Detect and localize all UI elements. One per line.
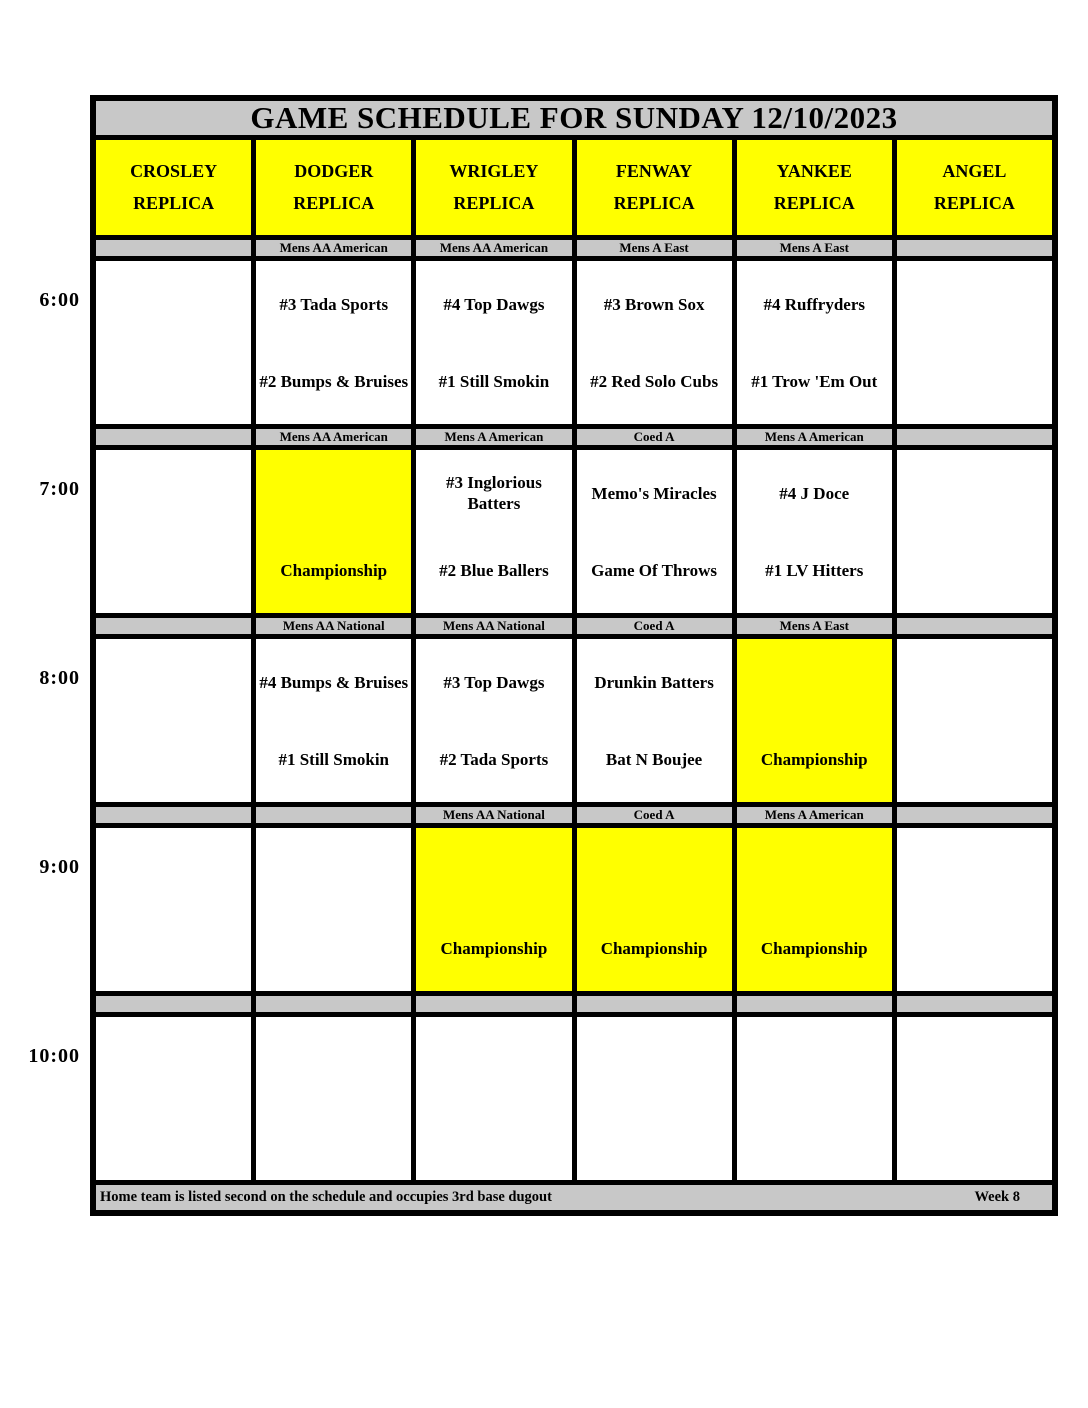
away-team <box>900 645 1049 721</box>
game-cell-700-fenway <box>577 450 732 613</box>
time-label-7: 7:00 <box>39 478 80 500</box>
venue-kind: REPLICA <box>613 193 695 213</box>
away-team: Memo's Miracles <box>591 483 717 503</box>
home-team: #1 Still Smokin <box>278 749 390 769</box>
league-band-cell <box>96 240 251 256</box>
home-team <box>99 534 248 608</box>
home-team <box>900 1101 1049 1175</box>
away-team: #3 Brown Sox <box>603 294 705 314</box>
venue-name: DODGER <box>294 161 374 181</box>
venue-kind: REPLICA <box>773 193 855 213</box>
away-team: #3 Tada Sports <box>279 294 389 314</box>
championship-label: Championship <box>440 938 548 958</box>
home-team: #1 Trow 'Em Out <box>751 371 878 391</box>
venue-kind: REPLICA <box>133 193 215 213</box>
away-team <box>259 834 408 910</box>
time-label-6: 6:00 <box>39 289 80 311</box>
league-band-cell <box>96 429 251 445</box>
home-team <box>419 1101 568 1175</box>
league-band-cell <box>897 996 1052 1012</box>
venue-header-dodger <box>256 140 411 235</box>
venue-name: FENWAY <box>615 161 693 181</box>
game-cell-1000-crosley <box>96 1017 251 1180</box>
away-team <box>740 1023 889 1099</box>
game-cell-1000-wrigley <box>416 1017 571 1180</box>
game-cell-800-dodger <box>256 639 411 802</box>
venue-header-fenway <box>577 140 732 235</box>
home-team <box>259 1101 408 1175</box>
league-band-cell: Mens A East <box>737 240 892 256</box>
away-team <box>99 267 248 343</box>
league-band-cell: Mens A East <box>577 240 732 256</box>
home-team: Bat N Boujee <box>605 749 703 769</box>
away-team: #4 J Doce <box>779 483 850 503</box>
home-team: #1 Still Smokin <box>438 371 550 391</box>
footer-bar <box>96 1185 1052 1210</box>
venue-header-yankee <box>737 140 892 235</box>
game-cell-900-dodger <box>256 828 411 991</box>
game-cell-600-yankee <box>737 261 892 424</box>
venue-kind: REPLICA <box>293 193 375 213</box>
time-label-10: 10:00 <box>28 1045 80 1067</box>
footer-note: Home team is listed second on the schedule and occupies 3rd base dugout <box>100 1189 552 1205</box>
championship-cell-800-yankee <box>737 639 892 802</box>
home-team: #2 Red Solo Cubs <box>590 371 719 391</box>
league-band-cell: Mens A American <box>416 429 571 445</box>
league-band-cell: Mens AA National <box>416 807 571 823</box>
championship-label: Championship <box>760 749 868 769</box>
time-label-9: 9:00 <box>39 856 80 878</box>
home-team <box>99 723 248 797</box>
home-team: #2 Blue Ballers <box>439 560 549 580</box>
away-team <box>580 834 729 910</box>
league-band-cell: Mens AA American <box>256 429 411 445</box>
home-team: #1 LV Hitters <box>765 560 864 580</box>
home-team <box>900 345 1049 419</box>
league-band-cell <box>897 240 1052 256</box>
home-team <box>740 1101 889 1175</box>
league-band-cell <box>256 996 411 1012</box>
championship-cell-900-yankee <box>737 828 892 991</box>
venue-header-crosley <box>96 140 251 235</box>
game-cell-700-angel <box>897 450 1052 613</box>
championship-cell-700-dodger <box>256 450 411 613</box>
game-cell-600-angel <box>897 261 1052 424</box>
venue-name: ANGEL <box>942 161 1007 181</box>
home-team: #2 Tada Sports <box>439 749 549 769</box>
game-cell-900-crosley <box>96 828 251 991</box>
home-team <box>900 723 1049 797</box>
home-team: Game Of Throws <box>591 560 718 580</box>
schedule-table <box>90 95 1058 1216</box>
week-label: Week 8 <box>974 1189 1020 1205</box>
game-cell-900-angel <box>897 828 1052 991</box>
home-team <box>99 345 248 419</box>
away-team <box>99 1023 248 1099</box>
championship-cell-900-wrigley <box>416 828 571 991</box>
away-team: #4 Top Dawgs <box>443 294 545 314</box>
home-team <box>580 1101 729 1175</box>
game-cell-1000-dodger <box>256 1017 411 1180</box>
game-cell-600-dodger <box>256 261 411 424</box>
league-band-cell <box>256 807 411 823</box>
league-band-cell: Mens AA National <box>256 618 411 634</box>
away-team: #4 Ruffryders <box>763 294 865 314</box>
venue-header-wrigley <box>416 140 571 235</box>
away-team <box>99 456 248 532</box>
time-label-8: 8:00 <box>39 667 80 689</box>
away-team <box>900 1023 1049 1099</box>
away-team <box>259 1023 408 1099</box>
game-cell-1000-fenway <box>577 1017 732 1180</box>
away-team <box>99 834 248 910</box>
league-band-cell: Coed A <box>577 429 732 445</box>
venue-kind: REPLICA <box>933 193 1015 213</box>
venue-name: YANKEE <box>776 161 852 181</box>
league-band-cell: Mens A East <box>737 618 892 634</box>
game-cell-600-crosley <box>96 261 251 424</box>
home-team <box>99 912 248 986</box>
league-band-cell: Coed A <box>577 807 732 823</box>
league-band-cell <box>897 807 1052 823</box>
league-band-cell <box>737 996 892 1012</box>
league-band-cell <box>577 996 732 1012</box>
schedule-title: GAME SCHEDULE FOR SUNDAY 12/10/2023 <box>96 101 1052 135</box>
championship-label: Championship <box>280 560 388 580</box>
league-band-cell <box>897 618 1052 634</box>
league-band-cell: Coed A <box>577 618 732 634</box>
championship-label: Championship <box>600 938 708 958</box>
away-team <box>740 645 889 721</box>
venue-header-angel <box>897 140 1052 235</box>
championship-label: Championship <box>760 938 868 958</box>
game-cell-800-angel <box>897 639 1052 802</box>
home-team: #2 Bumps & Bruises <box>259 371 409 391</box>
game-cell-700-crosley <box>96 450 251 613</box>
away-team <box>99 645 248 721</box>
league-band-cell <box>897 429 1052 445</box>
league-band-cell <box>96 807 251 823</box>
championship-cell-900-fenway <box>577 828 732 991</box>
away-team <box>419 834 568 910</box>
away-team <box>580 1023 729 1099</box>
game-cell-800-wrigley <box>416 639 571 802</box>
away-team: #3 Top Dawgs <box>443 672 545 692</box>
league-band-cell <box>96 618 251 634</box>
home-team <box>259 912 408 986</box>
game-cell-1000-angel <box>897 1017 1052 1180</box>
away-team <box>900 834 1049 910</box>
away-team <box>900 267 1049 343</box>
venue-kind: REPLICA <box>453 193 535 213</box>
league-band-cell: Mens AA American <box>416 240 571 256</box>
home-team <box>99 1101 248 1175</box>
away-team <box>900 456 1049 532</box>
away-team <box>259 456 408 532</box>
league-band-cell <box>96 996 251 1012</box>
game-cell-1000-yankee <box>737 1017 892 1180</box>
game-cell-800-fenway <box>577 639 732 802</box>
league-band-cell: Mens A American <box>737 807 892 823</box>
home-team <box>900 912 1049 986</box>
game-cell-600-wrigley <box>416 261 571 424</box>
game-cell-700-wrigley <box>416 450 571 613</box>
away-team: Drunkin Batters <box>594 672 714 692</box>
league-band-cell: Mens AA American <box>256 240 411 256</box>
away-team <box>740 834 889 910</box>
game-cell-600-fenway <box>577 261 732 424</box>
away-team <box>419 1023 568 1099</box>
league-band-cell: Mens A American <box>737 429 892 445</box>
game-cell-700-yankee <box>737 450 892 613</box>
game-cell-800-crosley <box>96 639 251 802</box>
venue-name: CROSLEY <box>130 161 218 181</box>
away-team: #3 Inglorious Batters <box>445 473 542 513</box>
away-team: #4 Bumps & Bruises <box>259 672 409 692</box>
league-band-cell <box>416 996 571 1012</box>
home-team <box>900 534 1049 608</box>
league-band-cell: Mens AA National <box>416 618 571 634</box>
venue-name: WRIGLEY <box>449 161 539 181</box>
